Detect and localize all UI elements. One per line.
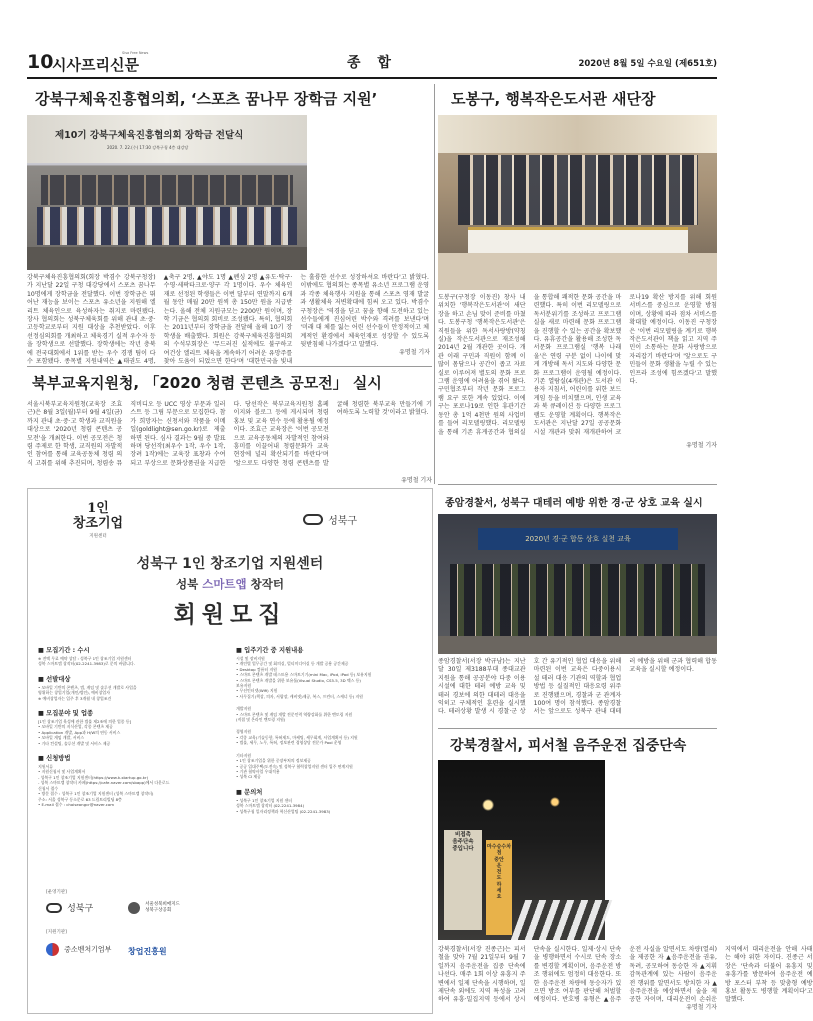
photo-sign-text: 비접촉 음주단속 중입니다 <box>452 832 474 852</box>
ad-block-line: • 모바일 기반의 콘텐츠, 앱, 게임 및 솔루션 개발로 사업을 <box>38 684 137 690</box>
ad-block-line: 신청서 접수 <box>38 785 59 791</box>
org-b-text: 서울성북희매지드 성북구상공회 <box>145 901 180 913</box>
ad-block-heading: ■ 모집기간 : 수시 <box>38 647 90 654</box>
ad-block <box>236 645 426 699</box>
brand-mark-icon <box>303 514 323 525</box>
photo-scholarship-ceremony <box>27 115 307 270</box>
ad-org-label-1: [운영기관] <box>46 890 67 895</box>
photo-sign2-text: 마수승수차 점 중안 운 전 도 하 세 요 <box>486 844 512 901</box>
ad-left-blocks <box>38 645 228 807</box>
section-rule <box>438 484 717 485</box>
article1-column-right <box>313 116 429 336</box>
paper-name: 시사프리신문 <box>52 56 139 74</box>
ad-right-column <box>236 645 426 821</box>
ad-block-line: • 방문 접수 : 성북구 1인 창조기업 지원센터 (성북 스마트앱 창작터) <box>38 791 154 797</box>
ad-block-line: • 성북 CI 제공 <box>236 774 261 780</box>
headline-article2: 도봉구, 행복작은도서관 새단장 <box>451 90 656 108</box>
ad-subtitle-pre: 성북 <box>175 577 203 591</box>
photo-dui-checkpoint <box>438 760 605 940</box>
paper-tag: Sisa Free News <box>122 51 149 55</box>
ad-block-line: • 스마트 콘텐츠 개발을 위한 보유툴(Visual Studio, CS5.5, 3D 맥스 등) <box>236 677 361 683</box>
article5-byline: 유명철 기자 <box>686 1004 717 1011</box>
article4-body: 종암경찰서(서장 박규남)는 지난달 30일 제3188부대 종대교관 지원을 통해 공공분야 다중 이용시설에 대한 테러 예방 교육 및 테러 경보에 의한 대테러 대응을 익히고 구체적인 훈련을 실시했다. 테러상황 발생 시 경찰·군 상호 간 유기적인 협업 대응을 위해 마련된 이번 교육은 다중이용시설 테러 대응 기관의 역할과 협업 방법 등 실질적인 대응요령 위주로 진행됐으며, 경찰과 군 관계자 100여 명이 참석했다. 종암경찰서는 앞으로도 성북구 관내 대테러 예방을 위해 군과 협력해 합동 교육을 실시할 예정이다. <box>438 658 717 716</box>
ad-block-line: • 1인 창조기업을 위한 중장부처의 정보제공 <box>236 758 311 764</box>
ad-big-title: 회원모집 <box>173 602 287 628</box>
ad-org-b <box>128 897 180 916</box>
ad-block-line: 성북 스마트앱 창작터(02-2241-3983)로 문의 바랍니다. <box>38 661 135 667</box>
article2-byline: 유명철 기자 <box>686 442 717 449</box>
ad-block-line: • Application 개발, App과 H/W의 연동 서비스 <box>38 729 121 735</box>
section-label: 종 합 <box>347 55 397 71</box>
ad-block-heading: ■ 신청방법 <box>38 755 71 763</box>
ad-block-heading: ■ 문의처 <box>236 788 263 796</box>
ad-right-blocks <box>236 645 426 814</box>
ad-block <box>38 674 228 701</box>
ad-block-line: • 모바일 기반의 지식산업, 각종 콘텐츠 제공 <box>38 724 113 730</box>
divider <box>27 366 432 367</box>
photo-banner-text: 2020년 경·군 합동 상호 실천 교육 <box>525 535 631 543</box>
ad-block-line: 개발지원 <box>236 706 252 712</box>
ad-block-line: 기타지원 <box>236 752 252 758</box>
ad-block-line: 주소: 서울 성북구 동소문로 63 드림트리빌딩 8층 <box>38 796 122 802</box>
ad-block-line: 영위하는 창업기업(개인/법인), 예비창업자 <box>38 690 110 696</box>
ad-block-line: 성북 스마트앱 창작터 (02-2241-3984) <box>236 803 305 809</box>
ad-logo-sub: 지원센터 <box>89 534 107 539</box>
section-rule <box>438 728 717 729</box>
ad-block-line: • 법률, 세무, 노무, 특허, 정보관련 경영상담 전문가 Pool 운영 <box>236 740 342 746</box>
ad-subtitle <box>28 576 432 592</box>
ad-block-line: [1인 창조기업 육성에 관한 법률 제2조에 의한 업종 등] <box>38 719 132 725</box>
ad-org-label-2: [지원기관] <box>46 930 67 935</box>
photo-library-ribbon <box>438 115 717 290</box>
article1-body: 강북구체육진흥협의회(회장 박겸수 강북구청장)가 지난달 22일 구청 대강당에서 스포츠 꿈나무 10명에게 장학금을 전달했다. 이번 장학금은 뛰어난 재능을 보이는 스포츠 유소년을 지원해 엘리트 체육인으로 육성하자는 취지로 마련됐다. 장사 협의회는 성북구체육회를 위해 관내 초·중·고등학교로부터 지원 대상을 추천받았다. 이후 선정심의회를 개최하고 체육경기 실적 우수자 등을 장학생으로 선발했다. 장학생에는 작년 충북에 전국대회에서 1위를 받는 우수 경쟁 팀이 다수 포함됐다. 종목별 지원내역은 ▲태권도 4명, ▲축구 2명, ▲야도 1명 ▲펜싱 2명 ▲유도·탁구·수영·세팍타크로·양구 각 1명이다. 우수 체육인재로 선정된 학생들은 이번 달부터 연말까지 6개월 동안 매월 20만 원씩 총 150만 원을 지급받는다. 올해 전체 지원규모는 2200만 원이며, 장학 기금은 협의회 회비로 조성됐다. 특히, 협의회는 2011년부터 장학금을 전달해 올해 10기 장학생을 배출했다. 회원은 강북구체육진흥협의회의 수석부회장은 '무드러진 실적에도 불구하고 여건상 엘리트 체육을 계속하기 어려운 유망주를 찾아 도움이 되었으면 한다'며 '대한민국을 빛내는 훌륭한 선수로 성장하셔요 바란다'고 밝혔다. 이밖에도 협의회는 종목별 유소년 프로그램 운영과 각종 체육행사 지원을 통해 스포츠 영재 발굴과 생활체육 저변확대에 힘써 오고 있다. 박겸수 구청장은 '역경을 딛고 꿈을 향해 도전하고 있는 선수들에게 진심어린 박수와 격려를 보낸다'며 '미래 대 체를 잃는 어린 선수들이 안정적이고 체계적인 환경에서 체육인재로 성장할 수 있도록 뒷받침해 나가겠다'고 말했다. <box>27 274 429 366</box>
ad-block-line: • 기타 컨설팅, 솔루션 개발 및 서비스 제공 <box>38 740 111 746</box>
ad-block-line: 시설 및 장비지원 <box>236 656 265 661</box>
photo-banner-date: 2020. 7. 22.(수) 17:30 강북구청 4층 대강당 <box>107 145 189 150</box>
org-c-icon <box>46 943 59 956</box>
ad-brand-text: 성북구 <box>328 516 358 527</box>
headline-article4: 종암경찰서, 성북구 대테러 예방 위한 경·군 상호 교육 실시 <box>445 498 703 509</box>
org-b-icon <box>128 902 140 914</box>
ad-block-line: • 기관 협약사업 우대적용 <box>236 768 280 774</box>
ad-org-a <box>46 897 93 916</box>
article5-body-right <box>612 762 717 1002</box>
ad-block-line: ※ 전액 무료 예약 상담 : 성북구 1인 창조기업 지원센터 <box>38 656 132 661</box>
ad-block-line: • 스마트 콘텐츠 개발 테스트용 스마트기기(mini Mac, iPod, iPad 등) 보유지원 <box>236 672 372 678</box>
ad-block-heading: ■ 선발대상 <box>38 675 71 683</box>
org-a-text: 성북구 <box>67 904 94 914</box>
article5-body: 강북경찰서(서장 진종근)는 피서철을 맞아 7월 21일부터 9월 7일까지 음주운전을 집중 단속에 나선다. 매주 1회 이상 유흥지 주변에서 일제 단속을 시행하며, 일제단속 외에도 지역 특성을 고려하여 유흥·밀집지역 등에서 상시 단속을 실시한다. 일제·상시 단속을 병행하면서 수시로 단속 장소를 변경할 계획이며, 음주운전 방조 행위에도 엄정히 대응한다. 또한 음주운전 차량에 동승자가 있으면 방조 여부를 판단해 처벌할 예정이다. 반호병 유형은 ▲음주운전 사실을 알면서도 차량(열쇠)을 제공한 자 ▲음주운전을 권유, 독려, 공모하여 동승한 자 ▲지휘감독관계에 있는 사람이 음주운전 행위를 알면서도 방치한 자 ▲음주운전을 예상하면서 술을 제공한 자이며, 대리운전이 손쉬운 지역에서 대리운전을 안해 사태는 해야 위한 자이다. 진종근 서장은 '단속과 더불어 유흥지 및 유흥가를 방문하여 음주운전 예방 포스터 부착 등 맞춤형 예방 홍보 활동도 병행할 계획이다'고 말했다. <box>438 946 813 1004</box>
ad-org-d <box>128 939 167 958</box>
article3-byline: 유명철 기자 <box>401 477 432 484</box>
article3-body: 서울시북부교육지원청(교육장 조효근)은 8월 3일(월)부터 9월 4일(금)까지 관내 초·중·고 학생과 교직원을 대상으로 '2020년 청렴 콘텐츠 공모전'을 개최한다. 이번 공모전은 청렴 주제로 한 학생, 교직원의 자발적인 참여를 통해 교육공동체 청렴 의식 고취를 위해 추진되며, 청렴송 뮤직비디오 등 UCC 영상 부문과 일러스트 등 그림 부문으로 모집한다. 참가 희망자는 신청서와 작품을 이메일(goldlight@sen.go.kr)로 제출하면 된다. 심사 결과는 9월 중 발표하며 당선작(최우수 1작, 우수 1작, 장려 1작)에는 교육장 표창과 수여되고 부상으로 문화상품권을 지급한다. 당선작은 북부교육지원청 홈페이지와 블로그 등에 게시되며 청렴 홍보 및 교육 연수 등에 활용될 예정이다. 조효근 교육장은 '이번 공모전으로 교육공동체의 자발적인 참여와 흥미를 이끌어내 청렴문화가 교육 현장에 널리 확산되기를 바란다'며 '앞으로도 다양한 청렴 콘텐츠를 발굴해 청렴한 북부교육 만들기에 기여하도록 노력할 것'이라고 밝혔다. <box>27 401 432 467</box>
ad-block <box>38 753 228 807</box>
ad-title: 성북구 1인 창조기업 지원센터 <box>136 556 324 572</box>
ad-block <box>38 708 228 746</box>
ad-org-c <box>46 939 111 958</box>
headline-article5: 강북경찰서, 피서철 음주운전 집중단속 <box>450 738 687 754</box>
ad-block-line: • 무선인터넷(Wifi) 지원 <box>236 688 278 694</box>
ad-block-line: • 개인별 업무공간 및 회의실, 멀티미디어실 등 개발 공용 공간제공 <box>236 661 349 667</box>
org-c-text: 중소벤처기업부 <box>64 945 112 954</box>
masthead-rule <box>27 77 717 79</box>
ad-block-line: ※ 예비창업자는 입주 후 3개월 내 창업조건 <box>38 695 112 701</box>
ad-block <box>38 645 228 667</box>
ad-block-line: 지원서류 <box>38 764 54 770</box>
ad-logo-text: 1인 창조기업 <box>72 501 124 531</box>
org-d-text: 창업진흥원 <box>128 947 167 956</box>
masthead <box>27 50 717 76</box>
ad-block-line: • 성북구 1인 창조기업 지원 센터 <box>236 797 293 803</box>
ad-block <box>236 753 426 780</box>
ad-block-heading: ■ 모집분야 및 업종 <box>38 710 94 718</box>
headline-article3: 북부교육지원청, 「2020 청렴 콘텐츠 공모전」 실시 <box>32 374 382 392</box>
ad-block <box>236 729 426 745</box>
ad-block <box>236 787 426 814</box>
ad-block-line: 보유지원 <box>236 683 252 689</box>
ad-block-line: (직접 및 온라인 멘토링 지원) <box>236 717 286 723</box>
ad-block-line: • 스마트 콘텐츠 및 게임 개발 전문인력 역량강화를 위한 멘토링 지원 <box>236 711 353 717</box>
ad-block-line: • Desktop 컴퓨터 지원 <box>236 666 277 672</box>
ad-block-line: • 사무집기(책상, 의자, 서랍장, 캐비넷)제공, 복스, 프린터, 스캐너 등) 지원 <box>236 693 363 699</box>
photo-police-military <box>438 514 717 654</box>
ad-left-column <box>38 645 228 814</box>
ad-subtitle-highlight: 스마트앱 <box>202 577 247 591</box>
ad-logo <box>68 501 128 539</box>
ad-block-line: • 성북구청 일자리정책과 혁신산업팀 (02-2241-3983) <box>236 808 331 814</box>
ad-block-line: 경영지원 <box>236 729 252 735</box>
article1-byline: 유명철 기자 <box>399 349 430 356</box>
ad-block-line: • 지원신청서 및 사업계획서 <box>38 769 86 775</box>
ad-subtitle-post: 창작터 <box>246 577 284 591</box>
headline-article1: 강북구체육진흥협의회, ‘스포츠 꿈나무 장학금 지원’ <box>35 90 378 108</box>
ad-block-line: • 공공 입대주택(도전숙) 및 성북구 협력창업지원 센터 입주 연계지원 <box>236 763 353 769</box>
ad-block-line: - 성북 스마트앱 창작터 카페(https://cafe.naver.com/sbapp)에서 다운로드 <box>38 780 170 786</box>
ad-brand <box>303 509 357 528</box>
ad-startup-center <box>27 488 433 1014</box>
issue-date: 2020년 8월 5일 수요일 (제651호) <box>578 59 717 69</box>
ad-block-heading: ■ 입주기간 중 지원내용 <box>236 647 304 654</box>
page-number: 10 <box>27 51 54 73</box>
ad-block-line: - 성북구 1인 창조기업 지원센터(https://www.k-startup.go.kr) <box>38 774 149 780</box>
ad-block-line: • 모바일 게임 개발, 서비스 <box>38 735 85 741</box>
ad-block <box>236 706 426 722</box>
ad-block-line: • 각종 교육(기술동향, 특허제도, 마케팅, 세무회계, 사업계획서 등) 지원 <box>236 734 358 740</box>
photo-banner-text: 제10기 강북구체육진흥협의회 장학금 전달식 <box>55 130 244 141</box>
org-a-icon <box>46 903 62 913</box>
ad-block-line: • E-mail 접수 : choiseongcr@naver.com <box>38 801 115 807</box>
column-divider <box>434 84 435 484</box>
article2-body: 도봉구(구청장 이동진) 창사 내 위치한 '행복작은도서관'이 새단장을 하고 손님 맞이 준비를 마쳤다. 도봉구청 '행복작은도서관'은 직원들을 위한 독서사랑방(약칭 실)을 작은도서관으로 재조성해 2014년 2월 개관한 곳이다. 개관 이래 구민과 직원이 함께 이 많이 몸담으나 공간이 좁고 자료실로 이루어져 별도의 문화 프로그램 운영에 어려움을 겪어 왔다. 구민협조부터 작년 문화 프로그램 요구 또한 계속 있었다. 이에 구는 포로나19로 인한 휴관기간 동안 총 1억 4천만 원의 사업비를 들여 리모델링했다. 리모델링을 통해 기존 휴게공간과 협의실을 통합해 쾌적한 문화 공간을 마련했다. 특히 이번 리모델링으로 독서분위기를 조성하고 프로그램실을 새로 마련해 문화 프로그램을 진행할 수 있는 공간을 확보했다. 유휴공간을 활용해 조성한 독서문화 프로그램실 '행복 나래울'은 연령 구분 없이 나이에 맞게 개방해 독서 지도와 다양한 문화 프로그램이 운영될 예정이다. 기존 열람실(4개관)은 도서관 이용자 지침서, 어린이를 위한 보드게임 등을 비치했으며, 인생 교육과 북 큐레이션 등 다양한 프로그램도 운영할 계획이다. 행복작은도서관은 지난달 27일 공공문화시설 개관과 맞춰 재개관하여 코로나19 확산 방지를 위해 회원 서비스를 중심으로 운영할 방침이며, 상황에 따라 점차 서비스를 확대할 예정이다. 이동진 구청장은 '이번 리모델링을 계기로 행복작은도서관이 책을 읽고 지역 주민이 소통하는 문화 사랑방으로 자리잡기 바란다'며 '앞으로도 구민들이 문화 생활을 누릴 수 있는 인프라 조성에 힘쓰겠다'고 말했다. <box>438 294 717 436</box>
